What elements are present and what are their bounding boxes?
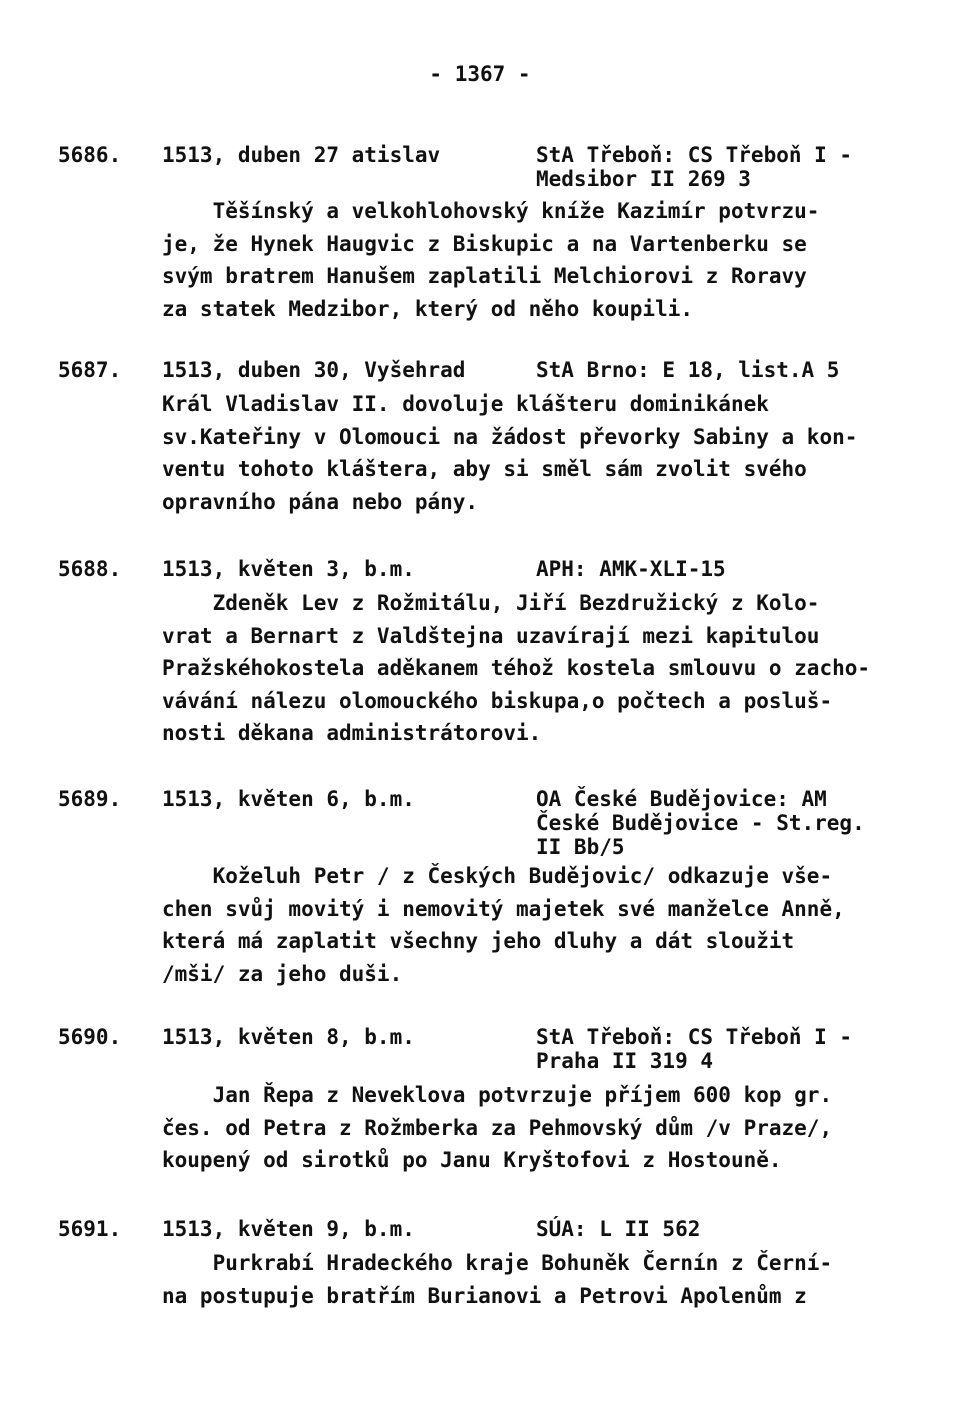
entry-5690 xyxy=(0,1025,960,1172)
entry-text: Jan Řepa z Neveklova potvrzuje příjem 600 kop gr. čes. od Petra z Rožmberka za Pehmovský dům /v Praze/, koupený od sirotků po Janu Kryštofovi z Hostouně. xyxy=(162,1083,833,1172)
entry-number: 5688. xyxy=(58,557,122,581)
entry-number: 5687. xyxy=(58,358,122,382)
entry-5691 xyxy=(0,1217,960,1308)
entry-date: 1513, květen 3, b.m. xyxy=(162,557,415,581)
entry-source: APH: AMK-XLI-15 xyxy=(536,557,726,581)
entry-5688 xyxy=(0,557,960,745)
entry-text: Král Vladislav II. dovoluje klášteru dominikánek sv.Kateřiny v Olomouci na žádost převorky Sabiny a kon- ventu tohoto kláštera, aby si směl sám zvolit svého opravního pána nebo pány. xyxy=(162,392,858,514)
entry-number: 5691. xyxy=(58,1217,122,1241)
entry-text: Purkrabí Hradeckého kraje Bohuněk Černín z Černí- na postupuje bratřím Burianovi a Petrovi Apolenům z xyxy=(162,1251,833,1308)
entry-text: Zdeněk Lev z Rožmitálu, Jiří Bezdružický z Kolo- vrat a Bernart z Valdštejna uzavírají mezi kapitulou Pražskéhokostela aděkanem téhož kostela smlouvu o zacho- vávání nálezu olomouckého biskupa,o počtech a posluš- nosti děkana administrátorovi. xyxy=(162,591,871,745)
entry-date: 1513, duben 30, Vyšehrad xyxy=(162,358,466,382)
entry-source: StA Třeboň: CS Třeboň I - Praha II 319 4 xyxy=(536,1025,853,1073)
entry-date: 1513, duben 27 atislav xyxy=(162,143,441,167)
entry-5686 xyxy=(0,143,960,321)
entry-source: StA Brno: E 18, list.A 5 xyxy=(536,358,840,382)
entry-text: Koželuh Petr / z Českých Budějovic/ odkazuje vše- chen svůj movitý i nemovitý majetek své manželce Anně, která má zaplatit všechny jeho dluhy a dát sloužit /mši/ za jeho duši. xyxy=(162,864,845,986)
entry-5689 xyxy=(0,787,960,986)
entry-5687 xyxy=(0,358,960,514)
entry-date: 1513, květen 6, b.m. xyxy=(162,787,415,811)
entry-source: SÚA: L II 562 xyxy=(536,1217,701,1241)
page-number: - 1367 - xyxy=(429,62,531,86)
entry-number: 5690. xyxy=(58,1025,122,1049)
entry-number: 5689. xyxy=(58,787,122,811)
entry-date: 1513, květen 8, b.m. xyxy=(162,1025,415,1049)
entry-source: OA České Budějovice: AM České Budějovice - St.reg. II Bb/5 xyxy=(536,787,865,859)
entry-source: StA Třeboň: CS Třeboň I - Medsibor II 269 3 xyxy=(536,143,853,191)
entry-date: 1513, květen 9, b.m. xyxy=(162,1217,415,1241)
entry-text: Těšínský a velkohlohovský kníže Kazimír potvrzu- je, že Hynek Haugvic z Biskupic a na Vartenberku se svým bratrem Hanušem zaplatili Melchiorovi z Roravy za statek Medzibor, který od něho koupili. xyxy=(162,199,820,321)
entry-number: 5686. xyxy=(58,143,122,167)
